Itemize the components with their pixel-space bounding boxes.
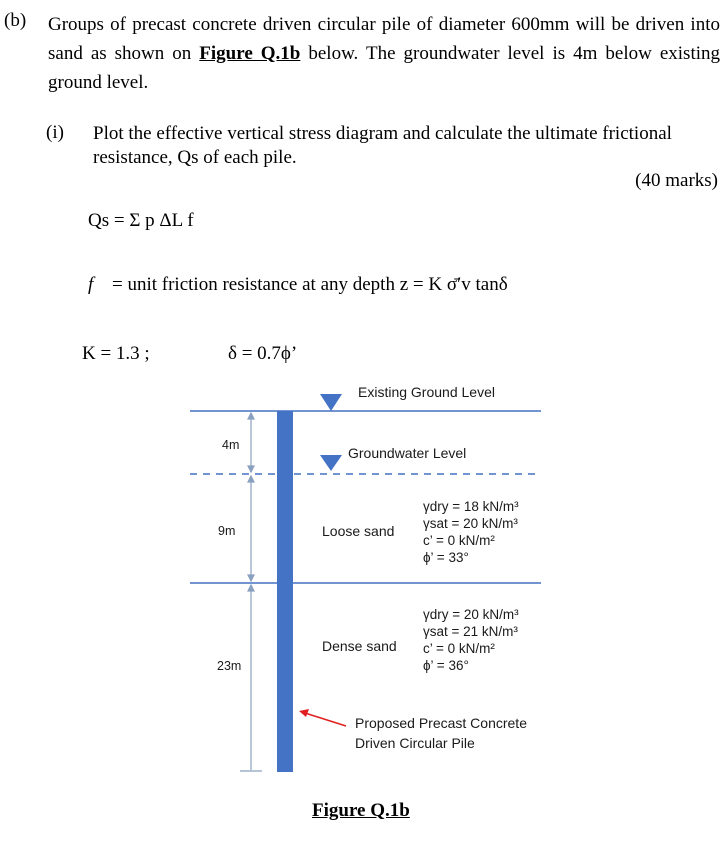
groundwater-level-label: Groundwater Level [348, 445, 467, 461]
pile-label-line-2: Driven Circular Pile [355, 735, 475, 751]
intro-text-pre: Groups of precast concrete driven circular pile of diameter 600mm will be driven into sand as shown on [48, 14, 720, 64]
marks-label: (40 marks) [635, 170, 718, 191]
dense-sand-gamma-dry: γdry = 20 kN/m³ [423, 607, 519, 622]
dense-sand-label: Dense sand [322, 638, 397, 654]
loose-sand-gamma-sat: γsat = 20 kN/m³ [423, 516, 518, 531]
ground-level-label: Existing Ground Level [358, 384, 495, 400]
dense-sand-properties [423, 606, 519, 674]
dense-sand-gamma-sat: γsat = 21 kN/m³ [423, 624, 518, 639]
f-definition: = unit friction resistance at any depth z = K σ̄′v tanδ [112, 274, 508, 295]
loose-sand-properties [423, 498, 519, 566]
intro-text-post: below. The groundwater level is 4m below existing ground level. [48, 43, 720, 93]
loose-sand-gamma-dry: γdry = 18 kN/m³ [423, 499, 519, 514]
part-label: (b) [4, 10, 27, 31]
loose-sand-friction-angle: ϕ’ = 33° [423, 550, 469, 565]
figure-reference: Figure Q.1b [199, 43, 301, 64]
loose-sand-label: Loose sand [322, 523, 395, 539]
depth-label-23m: 23m [217, 659, 242, 673]
k-value: K = 1.3 ; [82, 343, 150, 364]
figure-caption: Figure Q.1b [312, 800, 410, 821]
f-symbol: f [88, 274, 94, 295]
pile-label-line-1: Proposed Precast Concrete [355, 715, 527, 731]
delta-value: δ = 0.7ϕ’ [228, 343, 298, 364]
subpart-label: (i) [46, 122, 64, 143]
depth-label-4m: 4m [222, 438, 240, 452]
subpart-text: Plot the effective vertical stress diagram and calculate the ultimate frictional resistance, Qs of each pile. [93, 123, 672, 168]
depth-label-9m: 9m [218, 524, 236, 538]
pile-pointer-arrow [299, 709, 346, 726]
depth-dimension [240, 413, 262, 771]
ground-level-triangle-icon [320, 394, 342, 411]
pile-shaft [277, 411, 293, 772]
loose-sand-cohesion: c’ = 0 kN/m² [423, 533, 495, 548]
groundwater-triangle-icon [320, 455, 342, 471]
qs-equation: Qs = Σ p ΔL f [88, 210, 194, 231]
dense-sand-cohesion: c’ = 0 kN/m² [423, 641, 495, 656]
dense-sand-friction-angle: ϕ’ = 36° [423, 658, 469, 673]
